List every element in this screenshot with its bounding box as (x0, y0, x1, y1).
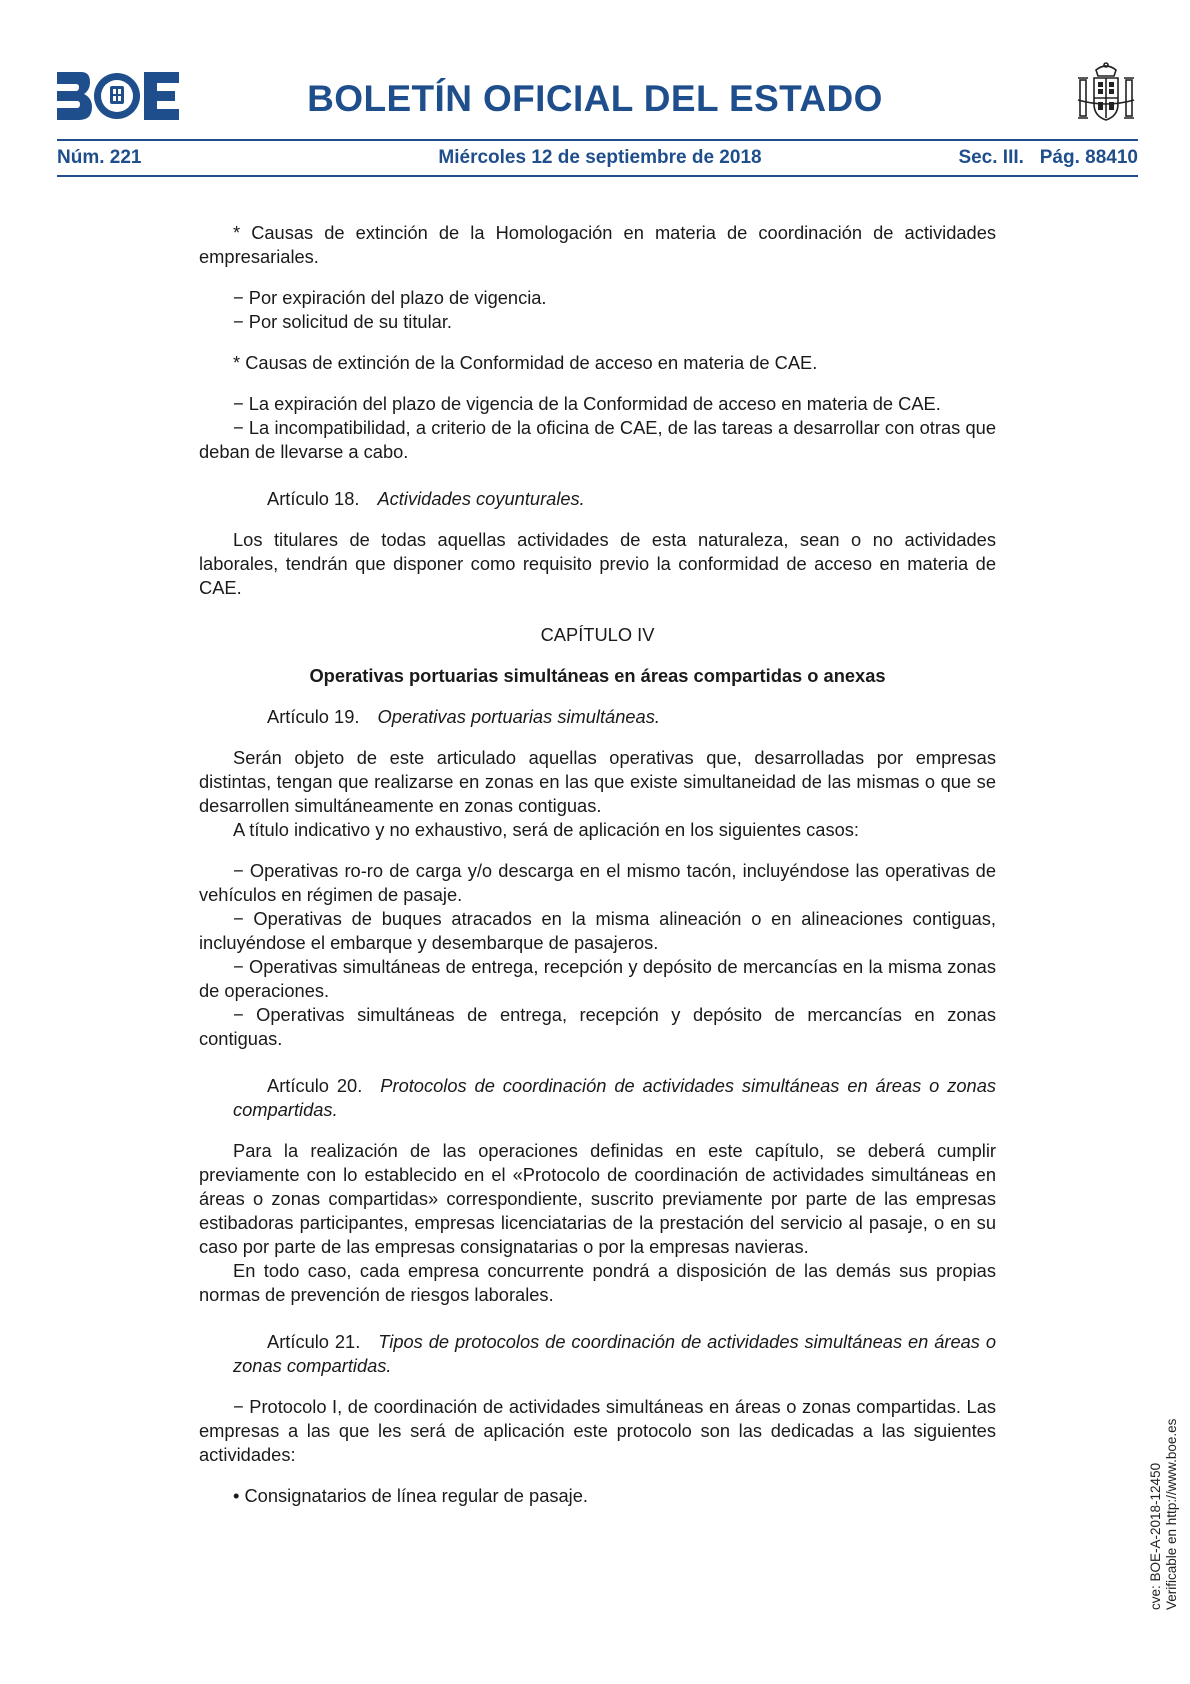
list-item: − Por expiración del plazo de vigencia. (233, 287, 547, 308)
article-label: Artículo 19. (267, 706, 360, 727)
cve-code: cve: BOE-A-2018-12450 (1148, 1462, 1163, 1610)
coat-of-arms-icon (1074, 60, 1138, 128)
article-title: Operativas portuarias simultáneas. (377, 706, 660, 727)
article-19-heading (199, 705, 996, 729)
list-item: − La incompatibilidad, a criterio de la oficina de CAE, de las tareas a desarrollar con otras que deban de llevarse a cabo. (199, 417, 996, 462)
list-item: − Operativas ro-ro de carga y/o descarga en el mismo tacón, incluyéndose las operativas de vehículos en régimen de pasaje. (199, 860, 996, 905)
issue-date: Miércoles 12 de septiembre de 2018 (438, 147, 762, 168)
paragraph: * Causas de extinción de la Conformidad de acceso en materia de CAE. (233, 352, 818, 373)
article-18-heading (199, 487, 996, 511)
list-item: − Operativas de buques atracados en la misma alineación o en alineaciones contiguas, incluyéndose el embarque y desembarque de pasajeros. (199, 908, 996, 953)
gazette-title: BOLETÍN OFICIAL DEL ESTADO (307, 78, 883, 119)
list-item: − La expiración del plazo de vigencia de la Conformidad de acceso en materia de CAE. (233, 393, 941, 414)
article-20-heading (199, 1074, 996, 1122)
paragraph: En todo caso, cada empresa concurrente pondrá a disposición de las demás sus propias normas de prevención de riesgos laborales. (199, 1260, 996, 1305)
list-item: − Protocolo I, de coordinación de actividades simultáneas en áreas o zonas compartidas. Las empresas a las que les será de aplicación este protocolo son las dedicadas a las siguientes actividades: (199, 1396, 996, 1465)
paragraph: Para la realización de las operaciones definidas en este capítulo, se deberá cumplir previamente con lo establecido en el «Protocolo de coordinación de actividades simultáneas en áreas o zonas compartidas» correspondiente, suscrito previamente por parte de las empresas estibadoras participantes, empresas licenciatarias de la prestación del servicio al pasaje, o en su caso por parte de las empresas consignatarias o por la empresas navieras. (199, 1140, 996, 1257)
paragraph: Los titulares de todas aquellas actividades de esta naturaleza, sean o no actividades laborales, tendrán que disponer como requisito previo la conformidad de acceso en materia de CAE. (199, 529, 996, 598)
paragraph: * Causas de extinción de la Homologación en materia de coordinación de actividades empresariales. (199, 222, 996, 267)
paragraph: Serán objeto de este articulado aquellas operativas que, desarrolladas por empresas distintas, tengan que realizarse en zonas en las que existe simultaneidad de las mismas o que se desarrollen simultáneamente en zonas contiguas. (199, 747, 996, 816)
header-divider-top (57, 139, 1138, 141)
article-title: Tipos de protocolos de coordinación de actividades simultáneas en áreas o zonas compartidas. (233, 1331, 996, 1376)
article-title: Actividades coyunturales. (377, 488, 585, 509)
bullet-item: • Consignatarios de línea regular de pasaje. (233, 1485, 588, 1506)
chapter-title: Operativas portuarias simultáneas en áreas compartidas o anexas (309, 665, 886, 686)
verification-note (1148, 1419, 1180, 1610)
article-label: Artículo 21. (267, 1331, 361, 1352)
article-label: Artículo 18. (267, 488, 360, 509)
issue-number: Núm. 221 (57, 147, 142, 168)
header-divider-bottom (57, 175, 1138, 177)
section-page: Sec. III. Pág. 88410 (958, 147, 1138, 168)
paragraph: A título indicativo y no exhaustivo, será de aplicación en los siguientes casos: (233, 819, 859, 840)
article-21-heading (199, 1330, 996, 1378)
document-body (199, 221, 996, 1508)
list-item: − Operativas simultáneas de entrega, recepción y depósito de mercancías en zonas contiguas. (199, 1004, 996, 1049)
list-item: − Por solicitud de su titular. (233, 311, 452, 332)
verification-url: Verificable en http://www.boe.es (1164, 1418, 1179, 1610)
boe-logo (57, 72, 179, 120)
list-item: − Operativas simultáneas de entrega, recepción y depósito de mercancías en la misma zonas de operaciones. (199, 956, 996, 1001)
article-label: Artículo 20. (267, 1075, 363, 1096)
chapter-label: CAPÍTULO IV (540, 624, 655, 645)
article-title: Protocolos de coordinación de actividades simultáneas en áreas o zonas compartidas. (233, 1075, 997, 1120)
